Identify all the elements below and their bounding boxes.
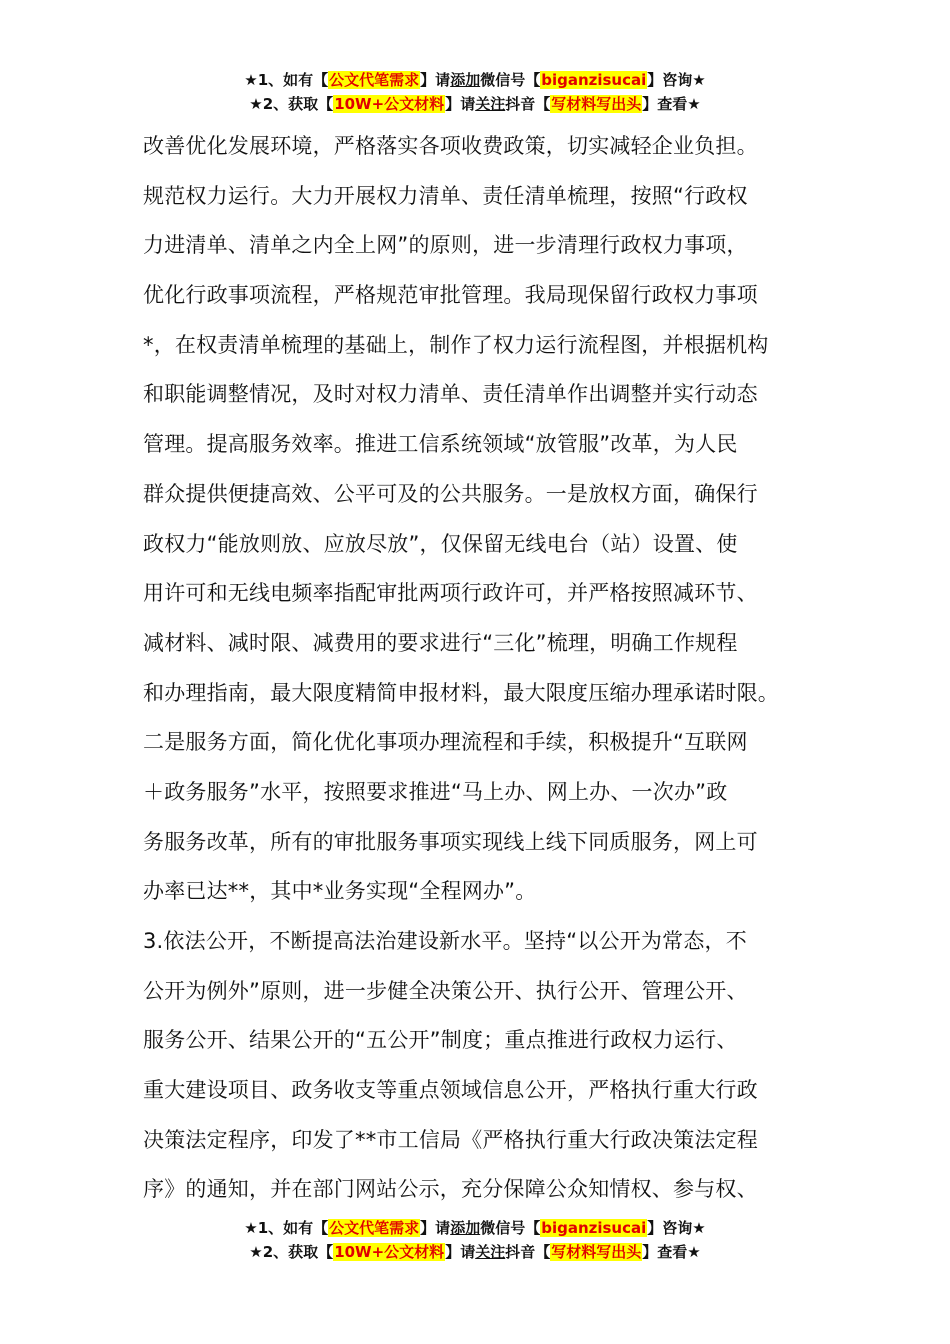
body-line: 决策法定程序，印发了**市工信局《严格执行重大行政决策法定程 [143,1127,758,1152]
highlight-materials: 10W+公文材料 [334,1243,445,1261]
body-line: 和职能调整情况，及时对权力清单、责任清单作出调整并实行动态 [143,382,758,407]
banner-underline: 添加 [450,1219,481,1237]
highlight-materials: 10W+公文材料 [334,95,445,113]
highlight-douyin-account: 写材料写出头 [551,1243,642,1261]
body-line: 二是服务方面，简化优化事项办理流程和手续，积极提升“互联网 [143,730,748,755]
body-line: *，在权责清单梳理的基础上，制作了权力运行流程图，并根据机构 [143,332,769,357]
banner-text: ★2、获取【 [249,95,334,113]
banner-line-2 [0,92,950,116]
banner-text: 】咨询★ [647,71,706,89]
banner-text: 】咨询★ [647,1219,706,1237]
body-line: 和办理指南，最大限度精简申报材料，最大限度压缩办理承诺时限。 [143,680,779,705]
document-body [143,122,823,1215]
banner-line-2 [0,1240,950,1264]
banner-text: 】查看★ [642,1243,701,1261]
body-line: 管理。提高服务效率。推进工信系统领域“放管服”改革，为人民 [143,432,738,457]
body-line: 服务公开、结果公开的“五公开”制度；重点推进行政权力运行、 [143,1028,738,1053]
banner-text: 微信号【 [480,71,541,89]
banner-text: 微信号【 [480,1219,541,1237]
banner-text: ★2、获取【 [249,1243,334,1261]
body-line: 群众提供便捷高效、公平可及的公共服务。一是放权方面，确保行 [143,481,758,506]
banner-text: ★1、如有【 [244,1219,329,1237]
banner-text: ★1、如有【 [244,71,329,89]
banner-line-1 [0,1216,950,1240]
body-line: 政权力“能放则放、应放尽放”，仅保留无线电台（站）设置、使 [143,531,738,556]
banner-underline: 关注 [475,95,506,113]
body-line: 公开为例外”原则，进一步健全决策公开、执行公开、管理公开、 [143,978,748,1003]
highlight-douyin-account: 写材料写出头 [551,95,642,113]
body-line: 办率已达**，其中*业务实现“全程网办”。 [143,879,537,904]
banner-underline: 关注 [475,1243,506,1261]
banner-text: 】请 [420,71,451,89]
body-line: 3.依法公开，不断提高法治建设新水平。坚持“以公开为常态，不 [143,929,747,953]
banner-text: 抖音【 [505,95,551,113]
body-line: ＋政务服务”水平，按照要求推进“马上办、网上办、一次办”政 [143,779,728,804]
highlight-wechat-id: biganzisucai [541,71,647,89]
banner-text: 】请 [445,1243,476,1261]
footer-banner [0,1216,950,1264]
body-line: 务服务改革，所有的审批服务事项实现线上线下同质服务，网上可 [143,829,758,854]
body-line: 规范权力运行。大力开展权力清单、责任清单梳理，按照“行政权 [143,183,748,208]
body-line: 力进清单、清单之内全上网”的原则，进一步清理行政权力事项， [143,233,748,258]
highlight-wechat-id: biganzisucai [541,1219,647,1237]
banner-line-1 [0,68,950,92]
highlight-service: 公文代笔需求 [329,1219,420,1237]
body-line: 序》的通知，并在部门网站公示，充分保障公众知情权、参与权、 [143,1177,758,1202]
body-line: 用许可和无线电频率指配审批两项行政许可，并严格按照减环节、 [143,581,758,606]
body-line: 重大建设项目、政务收支等重点领域信息公开，严格执行重大行政 [143,1078,758,1103]
banner-text: 】请 [445,95,476,113]
body-line: 减材料、减时限、减费用的要求进行“三化”梳理，明确工作规程 [143,630,738,655]
banner-text: 抖音【 [505,1243,551,1261]
body-line: 改善优化发展环境，严格落实各项收费政策，切实减轻企业负担。 [143,134,758,158]
header-banner [0,68,950,116]
banner-text: 】查看★ [642,95,701,113]
banner-text: 】请 [420,1219,451,1237]
body-line: 优化行政事项流程，严格规范审批管理。我局现保留行政权力事项 [143,283,758,308]
banner-underline: 添加 [450,71,481,89]
highlight-service: 公文代笔需求 [329,71,420,89]
